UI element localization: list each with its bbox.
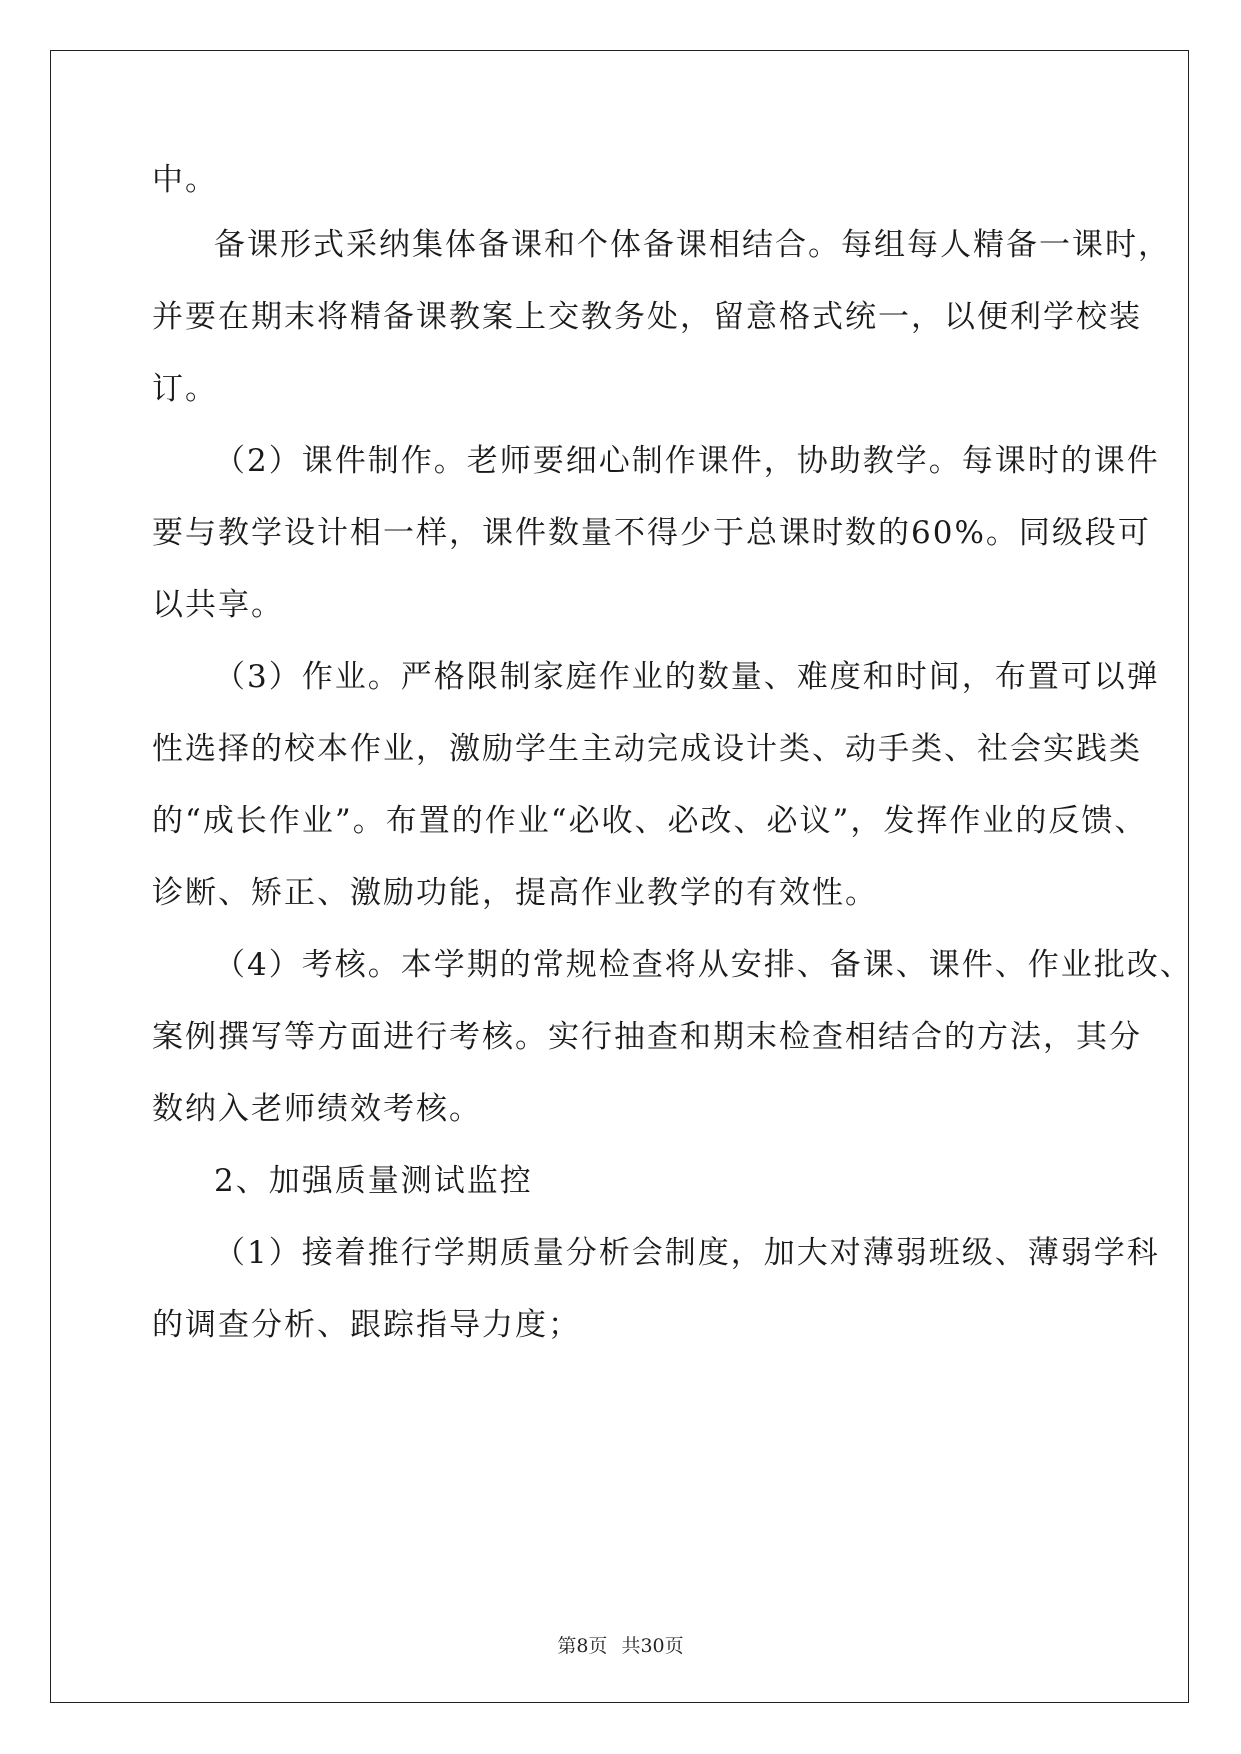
text-line: 以共享。 (152, 587, 284, 623)
page-total: 共30页 (621, 1635, 684, 1657)
page-number: 第8页 (557, 1635, 608, 1657)
text-line: 的“成长作业”。布置的作业“必收、必改、必议”，发挥作业的反馈、 (152, 803, 1148, 839)
text-line: 并要在期末将精备课教案上交教务处，留意格式统一，以便利学校装 (152, 299, 1142, 335)
text-line: （1）接着推行学期质量分析会制度，加大对薄弱班级、薄弱学科 (214, 1235, 1160, 1271)
text-line: （3）作业。严格限制家庭作业的数量、难度和时间，布置可以弹 (214, 659, 1160, 695)
text-line: 订。 (152, 371, 218, 407)
text-line: （4）考核。本学期的常规检查将从安排、备课、课件、作业批改、 (214, 947, 1193, 983)
text-line: 中。 (152, 162, 218, 198)
text-line: 性选择的校本作业，激励学生主动完成设计类、动手类、社会实践类 (152, 731, 1142, 767)
text-line: 案例撰写等方面进行考核。实行抽查和期末检查相结合的方法，其分 (152, 1019, 1142, 1055)
text-line: 的调查分析、跟踪指导力度； (152, 1307, 581, 1343)
page-footer (0, 1631, 1241, 1658)
text-line: 诊断、矫正、激励功能，提高作业教学的有效性。 (152, 875, 878, 911)
text-line: 数纳入老师绩效考核。 (152, 1091, 482, 1127)
text-line: 要与教学设计相一样，课件数量不得少于总课时数的60%。同级段可 (152, 515, 1151, 551)
text-line: 备课形式采纳集体备课和个体备课相结合。每组每人精备一课时， (214, 227, 1171, 263)
section-heading: 2、加强质量测试监控 (214, 1163, 533, 1199)
text-line: （2）课件制作。老师要细心制作课件，协助教学。每课时的课件 (214, 443, 1160, 479)
